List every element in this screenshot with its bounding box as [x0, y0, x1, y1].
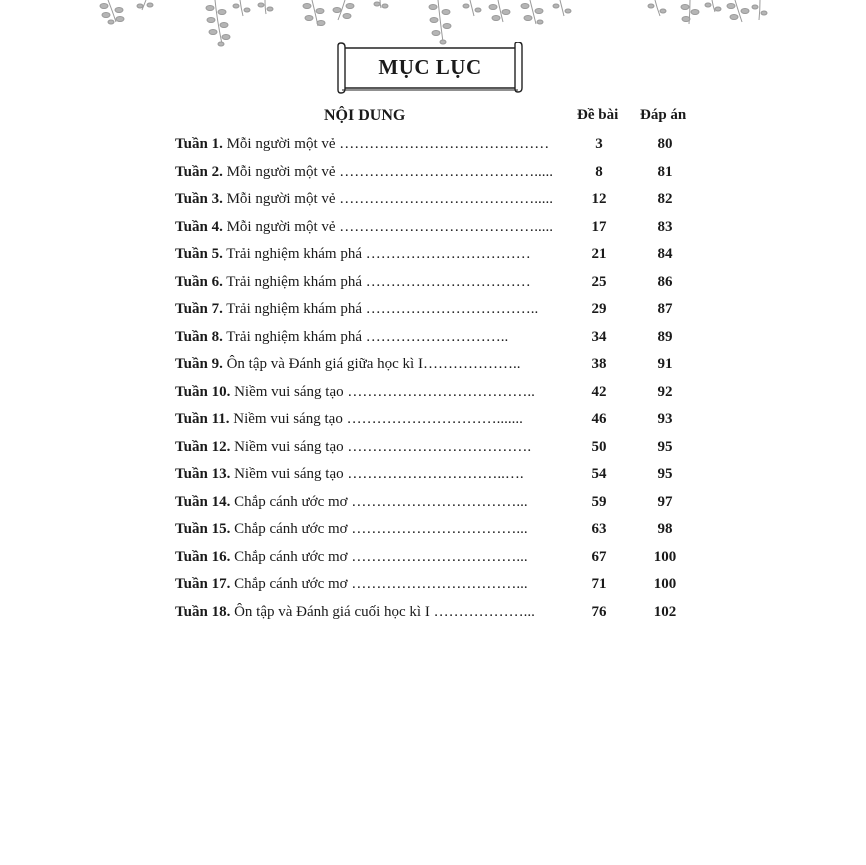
de-bai-page: 54	[591, 466, 607, 482]
toc-row	[0, 351, 866, 379]
de-bai-page: 63	[591, 521, 607, 537]
de-bai-page: 34	[591, 328, 607, 345]
dot-leader: ……………………………...	[347, 521, 528, 537]
topic-label: Ôn tập và Đánh giá cuối học kì I	[234, 603, 430, 620]
topic-label: Chắp cánh ước mơ	[234, 576, 348, 592]
dot-leader: ……………………………..	[361, 301, 539, 317]
toc-row	[0, 461, 866, 489]
de-bai-page: 12	[591, 191, 607, 207]
toc-row	[0, 159, 866, 187]
toc-row	[0, 241, 866, 269]
week-label: Tuần 1.	[175, 136, 223, 152]
dap-an-page: 83	[657, 218, 673, 235]
vine-center-left	[206, 0, 388, 46]
topic-label: Niềm vui sáng tạo	[233, 411, 343, 427]
week-label: Tuần 9.	[175, 356, 223, 372]
week-label: Tuần 3.	[175, 191, 223, 207]
toc-row	[0, 214, 866, 242]
dot-leader: ………………………..	[361, 328, 509, 345]
vine-left	[100, 0, 153, 24]
topic-label: Niềm vui sáng tạo	[234, 438, 344, 455]
dap-an-page: 81	[657, 163, 673, 180]
dap-an-page: 82	[657, 191, 673, 207]
dap-an-page: 100	[653, 576, 677, 592]
dot-leader: ……………………………….	[343, 438, 532, 455]
week-label: Tuần 13.	[175, 466, 231, 482]
topic-label: Ôn tập và Đánh giá giữa học kì I	[226, 356, 423, 372]
vine-right	[648, 0, 767, 24]
de-bai-page: 50	[591, 438, 607, 455]
de-bai-page: 59	[591, 493, 607, 510]
topic-label: Trải nghiệm khám phá	[226, 328, 362, 345]
week-label: Tuần 10.	[175, 383, 231, 400]
week-label: Tuần 6.	[175, 273, 223, 290]
dot-leader: ……………………………...	[347, 548, 528, 565]
dap-an-page: 87	[657, 301, 673, 317]
dap-an-page: 97	[657, 493, 673, 510]
toc-row	[0, 516, 866, 544]
dap-an-page: 86	[657, 273, 673, 290]
topic-label: Mỗi người một vẻ	[226, 218, 336, 235]
week-label: Tuần 11.	[175, 411, 230, 427]
dap-an-page: 95	[657, 438, 673, 455]
toc-row	[0, 131, 866, 159]
dap-an-page: 89	[657, 328, 673, 345]
dap-an-page: 92	[657, 383, 673, 400]
week-label: Tuần 18.	[175, 603, 231, 620]
toc-row	[0, 571, 866, 599]
de-bai-page: 29	[591, 301, 607, 317]
week-label: Tuần 2.	[175, 163, 223, 180]
dap-an-page: 100	[653, 548, 677, 565]
dot-leader: ………………………….......	[342, 411, 523, 427]
toc-row	[0, 186, 866, 214]
dap-an-page: 102	[653, 603, 677, 620]
de-bai-page: 17	[591, 218, 607, 235]
week-label: Tuần 4.	[175, 218, 223, 235]
vine-center-right	[429, 0, 571, 44]
de-bai-page: 21	[591, 246, 607, 262]
dot-leader: ………………...	[429, 603, 535, 620]
toc-row	[0, 434, 866, 462]
title-scroll-banner	[336, 42, 524, 94]
header-content: NỘI DUNG	[324, 107, 406, 124]
toc-row	[0, 599, 866, 627]
week-label: Tuần 8.	[175, 328, 223, 345]
de-bai-page: 38	[591, 356, 607, 372]
header-dap-an: Đáp án	[640, 107, 687, 123]
toc-row	[0, 406, 866, 434]
toc-row	[0, 544, 866, 572]
topic-label: Trải nghiệm khám phá	[226, 246, 362, 262]
dot-leader: ………………………………….....	[335, 191, 554, 207]
de-bai-page: 42	[591, 383, 607, 400]
header-de-bai: Đề bài	[577, 107, 619, 123]
toc-row	[0, 489, 866, 517]
toc-row	[0, 269, 866, 297]
de-bai-page: 3	[595, 136, 603, 152]
topic-label: Niềm vui sáng tạo	[234, 466, 344, 482]
dot-leader: ……………………………	[361, 246, 531, 262]
week-label: Tuần 5.	[175, 246, 223, 262]
topic-label: Mỗi người một vẻ	[226, 136, 336, 152]
de-bai-page: 8	[595, 163, 603, 180]
dot-leader: ……………………………...	[347, 576, 528, 592]
topic-label: Chắp cánh ước mơ	[234, 493, 348, 510]
week-label: Tuần 17.	[175, 576, 231, 592]
dap-an-page: 98	[657, 521, 673, 537]
topic-label: Trải nghiệm khám phá	[226, 301, 362, 317]
topic-label: Chắp cánh ước mơ	[234, 521, 348, 537]
week-label: Tuần 16.	[175, 548, 231, 565]
dot-leader: ………………………………..	[343, 383, 535, 400]
toc-list	[0, 131, 866, 626]
toc-row	[0, 379, 866, 407]
topic-label: Trải nghiệm khám phá	[226, 273, 362, 290]
dap-an-page: 93	[657, 411, 673, 427]
dap-an-page: 91	[657, 356, 673, 372]
dot-leader: ………………………………….....	[335, 163, 554, 180]
dot-leader: …………………………..….	[343, 466, 524, 482]
de-bai-page: 76	[591, 603, 607, 620]
toc-row	[0, 296, 866, 324]
week-label: Tuần 15.	[175, 521, 231, 537]
dap-an-page: 80	[657, 136, 673, 152]
topic-label: Mỗi người một vẻ	[226, 163, 336, 180]
week-label: Tuần 7.	[175, 301, 223, 317]
week-label: Tuần 12.	[175, 438, 231, 455]
dot-leader: ………………..	[422, 356, 521, 372]
page-title: MỤC LỤC	[378, 55, 482, 79]
de-bai-page: 71	[591, 576, 607, 592]
dap-an-page: 84	[657, 246, 673, 262]
week-label: Tuần 14.	[175, 493, 231, 510]
topic-label: Mỗi người một vẻ	[226, 191, 336, 207]
de-bai-page: 25	[591, 273, 607, 290]
dot-leader: ……………………………………	[335, 136, 550, 152]
dot-leader: ……………………………	[361, 273, 531, 290]
de-bai-page: 67	[591, 548, 607, 565]
dot-leader: ………………………………….....	[335, 218, 554, 235]
de-bai-page: 46	[591, 411, 607, 427]
dot-leader: ……………………………...	[347, 493, 528, 510]
dap-an-page: 95	[657, 466, 673, 482]
toc-row	[0, 324, 866, 352]
topic-label: Chắp cánh ước mơ	[234, 548, 348, 565]
topic-label: Niềm vui sáng tạo	[234, 383, 344, 400]
